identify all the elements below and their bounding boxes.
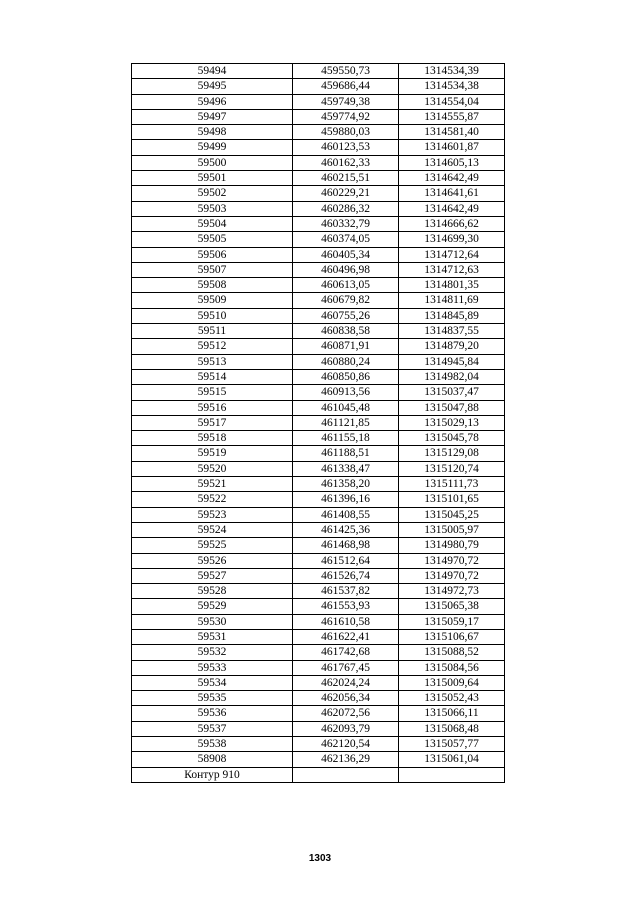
x-coordinate-cell: 460871,91 xyxy=(293,339,399,354)
x-coordinate-cell: 461358,20 xyxy=(293,477,399,492)
y-coordinate-cell: 1315047,88 xyxy=(399,400,505,415)
x-coordinate-cell: 460755,26 xyxy=(293,308,399,323)
x-coordinate-cell: 461767,45 xyxy=(293,660,399,675)
x-coordinate-cell: 462093,79 xyxy=(293,721,399,736)
y-coordinate-cell: 1314982,04 xyxy=(399,369,505,384)
x-coordinate-cell: 461045,48 xyxy=(293,400,399,415)
x-coordinate-cell: 460123,53 xyxy=(293,140,399,155)
y-coordinate-cell: 1315029,13 xyxy=(399,415,505,430)
point-number-cell: 59530 xyxy=(132,614,293,629)
x-coordinate-cell: 460229,21 xyxy=(293,186,399,201)
y-coordinate-cell: 1314666,62 xyxy=(399,216,505,231)
y-coordinate-cell: 1315009,64 xyxy=(399,675,505,690)
x-coordinate-cell: 462024,24 xyxy=(293,675,399,690)
table-row xyxy=(132,691,505,706)
point-number-cell: 59503 xyxy=(132,201,293,216)
y-coordinate-cell: 1314534,38 xyxy=(399,79,505,94)
y-coordinate-cell: 1314605,13 xyxy=(399,155,505,170)
y-coordinate-cell: 1314845,89 xyxy=(399,308,505,323)
y-coordinate-cell: 1315045,78 xyxy=(399,431,505,446)
table-row xyxy=(132,645,505,660)
coordinates-table-body xyxy=(132,64,505,783)
table-row xyxy=(132,354,505,369)
point-number-cell: 59531 xyxy=(132,629,293,644)
table-row xyxy=(132,201,505,216)
contour-label-row xyxy=(132,767,505,782)
point-number-cell: 58908 xyxy=(132,752,293,767)
x-coordinate-cell: 460374,05 xyxy=(293,232,399,247)
table-row xyxy=(132,660,505,675)
point-number-cell: 59497 xyxy=(132,109,293,124)
table-row xyxy=(132,79,505,94)
y-coordinate-cell: 1315066,11 xyxy=(399,706,505,721)
x-coordinate-cell: 461155,18 xyxy=(293,431,399,446)
y-coordinate-cell: 1314534,39 xyxy=(399,64,505,79)
y-coordinate-cell: 1314601,87 xyxy=(399,140,505,155)
table-row xyxy=(132,339,505,354)
table-row xyxy=(132,737,505,752)
point-number-cell: 59498 xyxy=(132,125,293,140)
point-number-cell: 59526 xyxy=(132,553,293,568)
y-coordinate-cell: 1314801,35 xyxy=(399,278,505,293)
table-row xyxy=(132,431,505,446)
table-row xyxy=(132,155,505,170)
y-coordinate-cell: 1314970,72 xyxy=(399,553,505,568)
table-row xyxy=(132,461,505,476)
y-coordinate-cell: 1314642,49 xyxy=(399,201,505,216)
table-row xyxy=(132,278,505,293)
point-number-cell: 59528 xyxy=(132,584,293,599)
y-coordinate-cell: 1314879,20 xyxy=(399,339,505,354)
table-row xyxy=(132,614,505,629)
point-number-cell: 59517 xyxy=(132,415,293,430)
y-coordinate-cell: 1315129,08 xyxy=(399,446,505,461)
x-coordinate-cell: 460405,34 xyxy=(293,247,399,262)
point-number-cell: 59537 xyxy=(132,721,293,736)
y-coordinate-cell: 1315068,48 xyxy=(399,721,505,736)
table-row xyxy=(132,171,505,186)
page-number: 1303 xyxy=(308,853,332,864)
y-coordinate-cell: 1314642,49 xyxy=(399,171,505,186)
x-coordinate-cell: 461121,85 xyxy=(293,415,399,430)
point-number-cell: 59518 xyxy=(132,431,293,446)
table-row xyxy=(132,721,505,736)
x-coordinate-cell: 461408,55 xyxy=(293,507,399,522)
point-number-cell: 59513 xyxy=(132,354,293,369)
point-number-cell: 59534 xyxy=(132,675,293,690)
point-number-cell: 59535 xyxy=(132,691,293,706)
point-number-cell: 59508 xyxy=(132,278,293,293)
x-coordinate-cell: 461622,41 xyxy=(293,629,399,644)
x-coordinate-cell: 459550,73 xyxy=(293,64,399,79)
x-coordinate-cell: 461425,36 xyxy=(293,522,399,537)
point-number-cell: 59495 xyxy=(132,79,293,94)
x-coordinate-cell: 461468,98 xyxy=(293,538,399,553)
y-coordinate-cell: 1315101,65 xyxy=(399,492,505,507)
table-row xyxy=(132,369,505,384)
y-coordinate-cell: 1315052,43 xyxy=(399,691,505,706)
x-coordinate-cell: 460332,79 xyxy=(293,216,399,231)
table-row xyxy=(132,752,505,767)
point-number-cell: 59538 xyxy=(132,737,293,752)
y-coordinate-cell: 1315065,38 xyxy=(399,599,505,614)
table-row xyxy=(132,584,505,599)
point-number-cell: 59509 xyxy=(132,293,293,308)
x-coordinate-cell: 461396,16 xyxy=(293,492,399,507)
point-number-cell: 59501 xyxy=(132,171,293,186)
table-row xyxy=(132,247,505,262)
empty-y-cell xyxy=(399,767,505,782)
table-row xyxy=(132,492,505,507)
point-number-cell: 59536 xyxy=(132,706,293,721)
table-row xyxy=(132,308,505,323)
point-number-cell: 59521 xyxy=(132,477,293,492)
y-coordinate-cell: 1315106,67 xyxy=(399,629,505,644)
point-number-cell: 59522 xyxy=(132,492,293,507)
table-row xyxy=(132,125,505,140)
x-coordinate-cell: 461553,93 xyxy=(293,599,399,614)
x-coordinate-cell: 461526,74 xyxy=(293,568,399,583)
point-number-cell: 59505 xyxy=(132,232,293,247)
x-coordinate-cell: 460215,51 xyxy=(293,171,399,186)
table-row xyxy=(132,675,505,690)
point-number-cell: 59506 xyxy=(132,247,293,262)
point-number-cell: 59520 xyxy=(132,461,293,476)
table-row xyxy=(132,140,505,155)
x-coordinate-cell: 462072,56 xyxy=(293,706,399,721)
table-row xyxy=(132,186,505,201)
y-coordinate-cell: 1314837,55 xyxy=(399,324,505,339)
y-coordinate-cell: 1315088,52 xyxy=(399,645,505,660)
x-coordinate-cell: 462056,34 xyxy=(293,691,399,706)
y-coordinate-cell: 1315037,47 xyxy=(399,385,505,400)
y-coordinate-cell: 1314699,30 xyxy=(399,232,505,247)
table-row xyxy=(132,568,505,583)
table-row xyxy=(132,293,505,308)
table-row xyxy=(132,538,505,553)
table-row xyxy=(132,262,505,277)
y-coordinate-cell: 1315057,77 xyxy=(399,737,505,752)
y-coordinate-cell: 1314712,63 xyxy=(399,262,505,277)
table-row xyxy=(132,324,505,339)
contour-label-cell: Контур 910 xyxy=(132,767,293,782)
coordinates-table xyxy=(131,63,505,783)
table-row xyxy=(132,232,505,247)
point-number-cell: 59532 xyxy=(132,645,293,660)
x-coordinate-cell: 460850,86 xyxy=(293,369,399,384)
table-row xyxy=(132,507,505,522)
table-row xyxy=(132,706,505,721)
table-row xyxy=(132,415,505,430)
point-number-cell: 59512 xyxy=(132,339,293,354)
y-coordinate-cell: 1314581,40 xyxy=(399,125,505,140)
point-number-cell: 59524 xyxy=(132,522,293,537)
point-number-cell: 59525 xyxy=(132,538,293,553)
x-coordinate-cell: 460913,56 xyxy=(293,385,399,400)
y-coordinate-cell: 1315005,97 xyxy=(399,522,505,537)
table-row xyxy=(132,385,505,400)
point-number-cell: 59529 xyxy=(132,599,293,614)
x-coordinate-cell: 459686,44 xyxy=(293,79,399,94)
x-coordinate-cell: 462120,54 xyxy=(293,737,399,752)
x-coordinate-cell: 461742,68 xyxy=(293,645,399,660)
y-coordinate-cell: 1314980,79 xyxy=(399,538,505,553)
y-coordinate-cell: 1315061,04 xyxy=(399,752,505,767)
table-row xyxy=(132,400,505,415)
y-coordinate-cell: 1315084,56 xyxy=(399,660,505,675)
x-coordinate-cell: 461188,51 xyxy=(293,446,399,461)
point-number-cell: 59504 xyxy=(132,216,293,231)
y-coordinate-cell: 1314970,72 xyxy=(399,568,505,583)
y-coordinate-cell: 1314641,61 xyxy=(399,186,505,201)
table-row xyxy=(132,446,505,461)
x-coordinate-cell: 460679,82 xyxy=(293,293,399,308)
point-number-cell: 59527 xyxy=(132,568,293,583)
y-coordinate-cell: 1314945,84 xyxy=(399,354,505,369)
point-number-cell: 59507 xyxy=(132,262,293,277)
x-coordinate-cell: 460613,05 xyxy=(293,278,399,293)
point-number-cell: 59511 xyxy=(132,324,293,339)
y-coordinate-cell: 1314555,87 xyxy=(399,109,505,124)
point-number-cell: 59533 xyxy=(132,660,293,675)
x-coordinate-cell: 461537,82 xyxy=(293,584,399,599)
table-row xyxy=(132,64,505,79)
x-coordinate-cell: 460162,33 xyxy=(293,155,399,170)
table-row xyxy=(132,599,505,614)
point-number-cell: 59514 xyxy=(132,369,293,384)
y-coordinate-cell: 1315120,74 xyxy=(399,461,505,476)
x-coordinate-cell: 460880,24 xyxy=(293,354,399,369)
y-coordinate-cell: 1314811,69 xyxy=(399,293,505,308)
x-coordinate-cell: 461512,64 xyxy=(293,553,399,568)
table-row xyxy=(132,553,505,568)
x-coordinate-cell: 459774,92 xyxy=(293,109,399,124)
y-coordinate-cell: 1314972,73 xyxy=(399,584,505,599)
point-number-cell: 59499 xyxy=(132,140,293,155)
point-number-cell: 59494 xyxy=(132,64,293,79)
table-row xyxy=(132,477,505,492)
y-coordinate-cell: 1315045,25 xyxy=(399,507,505,522)
y-coordinate-cell: 1315111,73 xyxy=(399,477,505,492)
empty-x-cell xyxy=(293,767,399,782)
x-coordinate-cell: 460838,58 xyxy=(293,324,399,339)
x-coordinate-cell: 462136,29 xyxy=(293,752,399,767)
table-row xyxy=(132,629,505,644)
y-coordinate-cell: 1315059,17 xyxy=(399,614,505,629)
point-number-cell: 59523 xyxy=(132,507,293,522)
table-row xyxy=(132,216,505,231)
y-coordinate-cell: 1314712,64 xyxy=(399,247,505,262)
x-coordinate-cell: 460496,98 xyxy=(293,262,399,277)
x-coordinate-cell: 460286,32 xyxy=(293,201,399,216)
table-row xyxy=(132,109,505,124)
x-coordinate-cell: 461610,58 xyxy=(293,614,399,629)
x-coordinate-cell: 461338,47 xyxy=(293,461,399,476)
point-number-cell: 59516 xyxy=(132,400,293,415)
point-number-cell: 59502 xyxy=(132,186,293,201)
y-coordinate-cell: 1314554,04 xyxy=(399,94,505,109)
x-coordinate-cell: 459749,38 xyxy=(293,94,399,109)
point-number-cell: 59515 xyxy=(132,385,293,400)
point-number-cell: 59500 xyxy=(132,155,293,170)
point-number-cell: 59519 xyxy=(132,446,293,461)
x-coordinate-cell: 459880,03 xyxy=(293,125,399,140)
point-number-cell: 59510 xyxy=(132,308,293,323)
table-row xyxy=(132,522,505,537)
point-number-cell: 59496 xyxy=(132,94,293,109)
table-row xyxy=(132,94,505,109)
